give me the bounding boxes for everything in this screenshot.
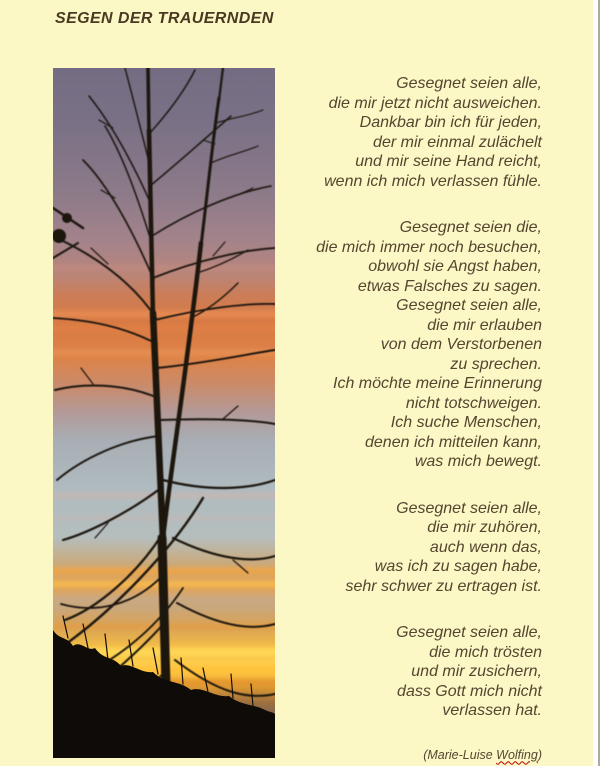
poem-line: sehr schwer zu ertragen ist. xyxy=(345,577,542,595)
poem-line: wenn ich mich verlassen fühle. xyxy=(324,172,542,190)
poem-line: die mir zuhören, xyxy=(427,519,542,536)
poem-line: die mir jetzt nicht ausweichen. xyxy=(328,94,542,112)
poem-line: die mich trösten xyxy=(429,643,542,661)
poem-stanza-3 xyxy=(242,499,542,597)
poem-line: dass Gott mich nicht xyxy=(397,682,542,700)
poem-line: die mir erlauben xyxy=(427,316,542,334)
poem-line: Dankbar bin ich für jeden, xyxy=(359,114,542,131)
attribution-prefix: (Marie-Luise xyxy=(423,747,497,762)
poem-stanza-4 xyxy=(242,623,542,721)
page-title: SEGEN DER TRAUERNDEN xyxy=(55,10,274,27)
poem-text xyxy=(242,74,542,763)
attribution-suffix: ) xyxy=(537,747,542,762)
attribution-name-spellcheck-underline: Wolfing xyxy=(496,747,538,762)
poem-line: Ich möchte meine Erinnerung xyxy=(333,375,542,392)
poem-line: die mich immer noch besuchen, xyxy=(316,238,542,256)
poem-line: was mich bewegt. xyxy=(414,453,542,470)
poem-stanza-2 xyxy=(242,218,542,472)
poem-line: und mir zusichern, xyxy=(411,663,542,680)
poem-attribution xyxy=(242,748,542,763)
poem-line: Gesegnet seien die, xyxy=(399,219,542,236)
poem-line: von dem Verstorbenen xyxy=(380,336,542,353)
poem-line: zu sprechen. xyxy=(450,355,542,373)
poem-line: denen ich mitteilen kann, xyxy=(365,433,542,451)
poem-stanza-1 xyxy=(242,74,542,191)
poem-line: verlassen hat. xyxy=(442,702,542,719)
poem-line: Gesegnet seien alle, xyxy=(396,297,542,314)
poem-line: Gesegnet seien alle, xyxy=(396,624,542,641)
poem-line: nicht totschweigen. xyxy=(405,394,542,412)
poem-line: auch wenn das, xyxy=(429,538,542,556)
poem-line: etwas Falsches zu sagen. xyxy=(357,277,542,295)
poem-line: Gesegnet seien alle, xyxy=(396,499,542,517)
poem-line: und mir seine Hand reicht, xyxy=(355,153,542,170)
page-right-edge xyxy=(593,0,600,766)
poem-line: der mir einmal zulächelt xyxy=(373,133,542,151)
poem-line: was ich zu sagen habe, xyxy=(374,558,542,575)
poem-line: Gesegnet seien alle, xyxy=(396,75,542,92)
poem-line: obwohl sie Angst haben, xyxy=(368,258,542,275)
poem-line: Ich suche Menschen, xyxy=(390,414,542,431)
